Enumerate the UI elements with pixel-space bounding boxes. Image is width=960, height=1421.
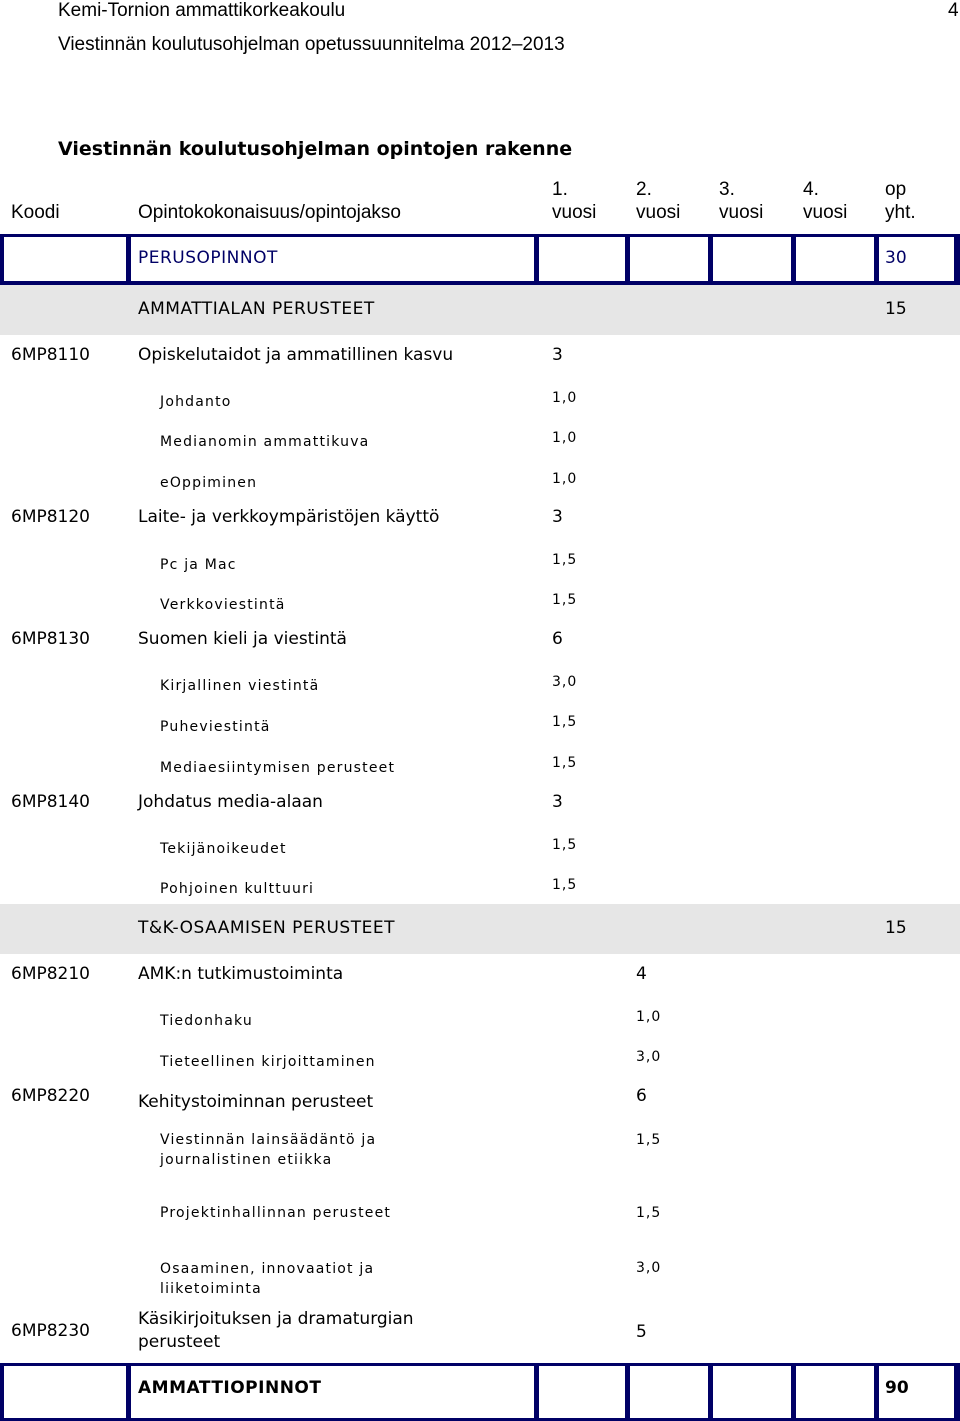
course-credits: 3 xyxy=(552,507,563,527)
subcourse-name: Kirjallinen viestintä xyxy=(160,678,320,694)
course-code: 6MP8210 xyxy=(11,964,90,984)
subcourse-name: Viestinnän lainsäädäntö ja journalistinen etiikka xyxy=(160,1132,377,1168)
subcourse-credits: 1,5 xyxy=(552,877,578,893)
ammattialan-label: AMMATTIALAN PERUSTEET xyxy=(138,299,375,319)
year4-word: vuosi xyxy=(803,202,848,223)
subcourse-credits: 1,0 xyxy=(552,430,578,446)
total-word-b: yht. xyxy=(885,202,916,223)
school-name: Kemi-Tornion ammattikorkeakoulu xyxy=(58,0,346,21)
col-year2-header xyxy=(636,178,680,224)
tk-label: T&K-OSAAMISEN PERUSTEET xyxy=(138,918,395,938)
col-code-header: Koodi xyxy=(11,202,60,223)
total-word-a: op xyxy=(885,179,907,200)
course-name: Suomen kieli ja viestintä xyxy=(138,629,347,649)
course-credits: 4 xyxy=(636,964,647,984)
subcourse-credits: 1,5 xyxy=(552,592,578,608)
subcourse-credits: 1,5 xyxy=(636,1205,662,1221)
year1-word: vuosi xyxy=(552,202,597,223)
course-name: Johdatus media-alaan xyxy=(138,792,323,812)
subcourse-name: Tieteellinen kirjoittaminen xyxy=(160,1054,376,1070)
col-year4-header xyxy=(803,178,847,224)
band-cell xyxy=(4,1366,126,1418)
subcourse-name: Johdanto xyxy=(160,394,232,410)
subcourse-name: Tekijänoikeudet xyxy=(160,841,287,857)
subcourse-name: Pc ja Mac xyxy=(160,557,237,573)
subcourse-credits: 1,0 xyxy=(552,390,578,406)
year4-number: 4. xyxy=(803,179,819,200)
subcourse-name: Medianomin ammattikuva xyxy=(160,434,370,450)
subcourse-credits: 1,5 xyxy=(552,552,578,568)
course-code: 6MP8130 xyxy=(11,629,90,649)
col-year3-header xyxy=(719,178,763,224)
curriculum-title: Viestinnän koulutusohjelman opetussuunnitelma 2012–2013 xyxy=(58,34,565,55)
course-credits: 3 xyxy=(552,792,563,812)
ammattialan-total: 15 xyxy=(885,299,907,319)
subcourse-credits: 1,5 xyxy=(552,837,578,853)
subcourse-name: Projektinhallinnan perusteet xyxy=(160,1205,392,1221)
course-name: Opiskelutaidot ja ammatillinen kasvu xyxy=(138,345,454,365)
year3-number: 3. xyxy=(719,179,735,200)
band-cell xyxy=(713,237,791,281)
subcourse-credits: 1,5 xyxy=(552,714,578,730)
course-name: Käsikirjoituksen ja dramaturgian perusteet xyxy=(138,1309,414,1352)
course-code: 6MP8220 xyxy=(11,1086,90,1106)
perusopinnot-label: PERUSOPINNOT xyxy=(138,248,278,268)
subcourse-name: Verkkoviestintä xyxy=(160,597,286,613)
year1-number: 1. xyxy=(552,179,568,200)
perusopinnot-total: 30 xyxy=(885,248,907,268)
subcourse-name: Puheviestintä xyxy=(160,719,271,735)
course-name: Kehitystoiminnan perusteet xyxy=(138,1092,374,1112)
course-code: 6MP8110 xyxy=(11,345,90,365)
section-title: Viestinnän koulutusohjelman opintojen rakenne xyxy=(58,138,573,160)
band-cell xyxy=(630,1366,708,1418)
subcourse-name: Osaaminen, innovaatiot ja liiketoiminta xyxy=(160,1261,375,1297)
course-credits: 3 xyxy=(552,345,563,365)
course-name: AMK:n tutkimustoiminta xyxy=(138,964,344,984)
course-code: 6MP8230 xyxy=(11,1321,90,1341)
band-cell xyxy=(630,237,708,281)
subcourse-name: Mediaesiintymisen perusteet xyxy=(160,760,396,776)
col-total-header xyxy=(885,178,916,224)
subcourse-credits: 1,5 xyxy=(636,1132,662,1148)
subcourse-credits: 3,0 xyxy=(552,674,578,690)
course-code: 6MP8140 xyxy=(11,792,90,812)
ammattiopinnot-label: AMMATTIOPINNOT xyxy=(138,1378,322,1398)
subcourse-name: eOppiminen xyxy=(160,475,258,491)
year2-word: vuosi xyxy=(636,202,681,223)
band-cell xyxy=(713,1366,791,1418)
course-code: 6MP8120 xyxy=(11,507,90,527)
subcourse-credits: 3,0 xyxy=(636,1260,662,1276)
tk-total: 15 xyxy=(885,918,907,938)
course-credits: 5 xyxy=(636,1322,647,1342)
subcourse-name: Pohjoinen kulttuuri xyxy=(160,881,315,897)
band-cell xyxy=(4,237,126,281)
band-cell xyxy=(539,237,625,281)
band-cell xyxy=(796,1366,874,1418)
subcourse-credits: 1,5 xyxy=(552,755,578,771)
band-cell xyxy=(539,1366,625,1418)
subcourse-credits: 1,0 xyxy=(636,1009,662,1025)
year3-word: vuosi xyxy=(719,202,764,223)
course-credits: 6 xyxy=(636,1086,647,1106)
col-year1-header xyxy=(552,178,596,224)
page-number: 4 xyxy=(948,0,959,21)
subcourse-name: Tiedonhaku xyxy=(160,1013,253,1029)
course-name: Laite- ja verkkoympäristöjen käyttö xyxy=(138,507,440,527)
band-cell xyxy=(796,237,874,281)
col-name-header: Opintokokonaisuus/opintojakso xyxy=(138,202,402,223)
subcourse-credits: 1,0 xyxy=(552,471,578,487)
course-credits: 6 xyxy=(552,629,563,649)
ammattiopinnot-total: 90 xyxy=(885,1378,909,1398)
subcourse-credits: 3,0 xyxy=(636,1049,662,1065)
year2-number: 2. xyxy=(636,179,652,200)
